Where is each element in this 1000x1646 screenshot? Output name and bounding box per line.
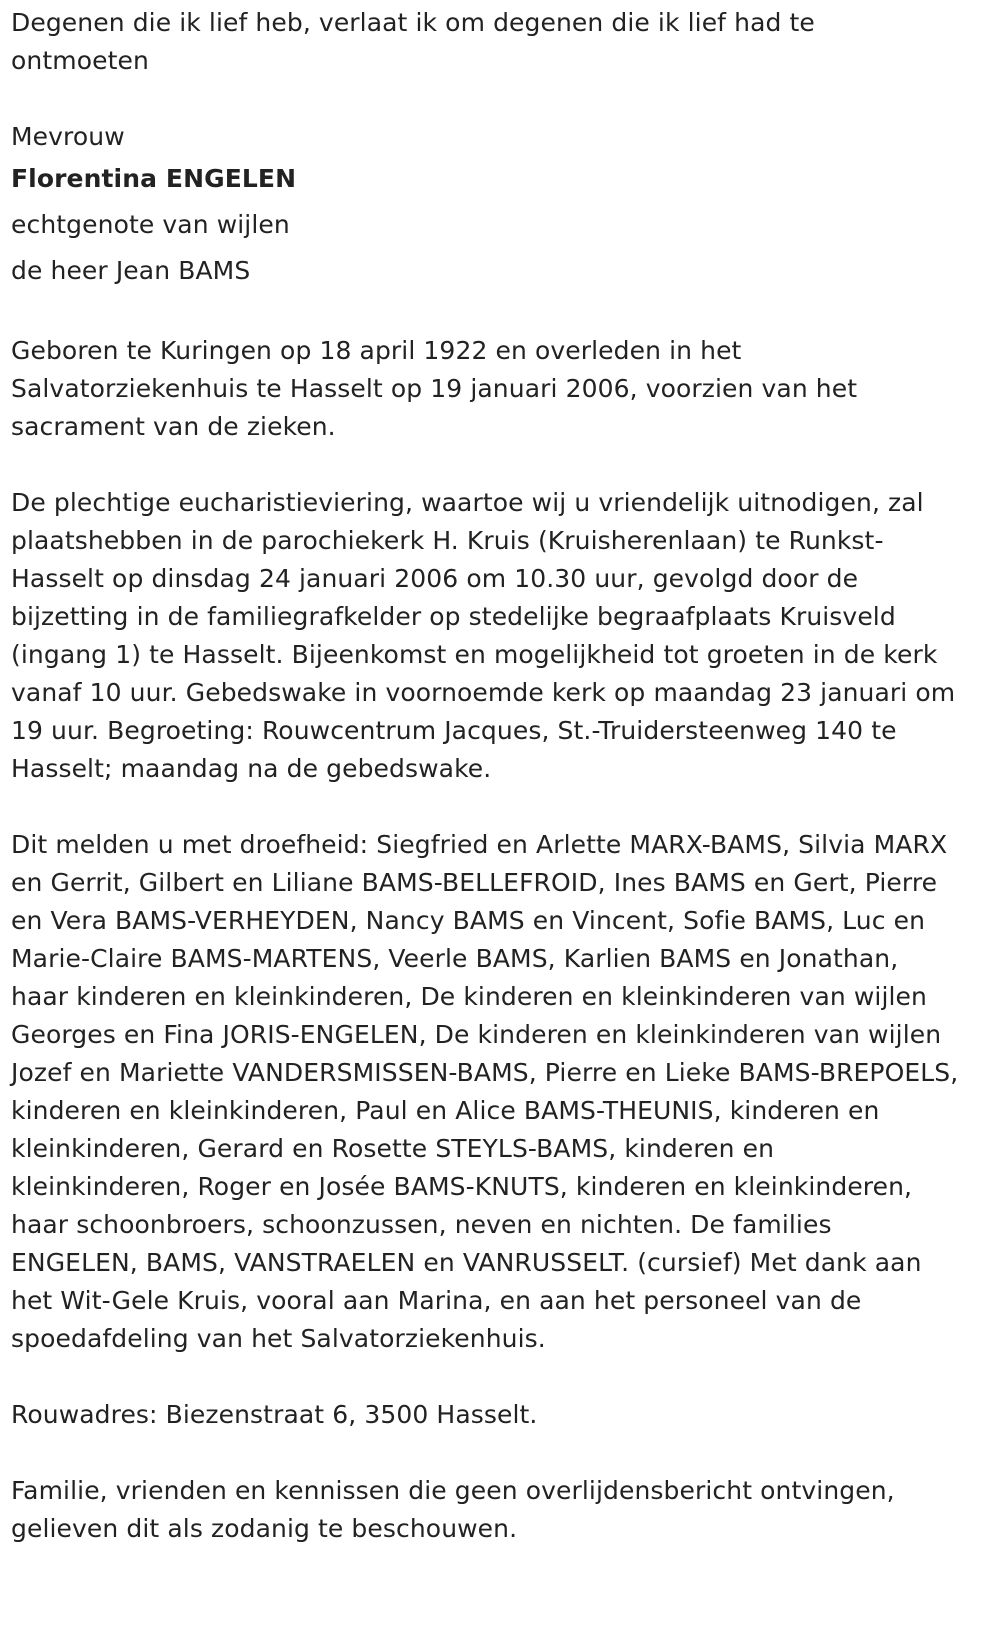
spouse-line: de heer Jean BAMS (11, 256, 251, 285)
relation-line: echtgenote van wijlen (11, 210, 290, 239)
title-line: Mevrouw (11, 122, 125, 151)
address-line: Rouwadres: Biezenstraat 6, 3500 Hasselt. (11, 1400, 538, 1429)
ceremony-paragraph: De plechtige eucharistieviering, waartoe wij u vriendelijk uitnodigen, zal plaatshebben in de parochiekerk H. Kruis (Kruisherenlaan) te Runkst-Hasselt op dinsdag 24 januari 2006 om 10.30 uur, gevolgd door de bijzetting in de familiegrafkelder op stedelijke begraafplaats Kruisveld (ingang 1) te Hasselt. Bijeenkomst en mogelijkheid tot groeten in de kerk vanaf 10 uur. Gebedswake in voornoemde kerk op maandag 23 januari om 19 uur. Begroeting: Rouwcentrum Jacques, St.-Truidersteenweg 140 te Hasselt; maandag na de gebedswake. (11, 488, 956, 783)
closing-paragraph: Familie, vrienden en kennissen die geen overlijdensbericht ontvingen, gelieven dit als zodanig te beschouwen. (11, 1476, 895, 1543)
announcement-paragraph: Dit melden u met droefheid: Siegfried en Arlette MARX-BAMS, Silvia MARX en Gerrit, Gilbert en Liliane BAMS-BELLEFROID, Ines BAMS en Gert, Pierre en Vera BAMS-VERHEYDEN, Nancy BAMS en Vincent, Sofie BAMS, Luc en Marie-Claire BAMS-MARTENS, Veerle BAMS, Karlien BAMS en Jonathan, haar kinderen en kleinkinderen, De kinderen en kleinkinderen van wijlen Georges en Fina JORIS-ENGELEN, De kinderen en kleinkinderen van wijlen Jozef en Mariette VANDERSMISSEN-BAMS, Pierre en Lieke BAMS-BREPOELS, kinderen en kleinkinderen, Paul en Alice BAMS-THEUNIS, kinderen en kleinkinderen, Gerard en Rosette STEYLS-BAMS, kinderen en kleinkinderen, Roger en Josée BAMS-KNUTS, kinderen en kleinkinderen, haar schoonbroers, schoonzussen, neven en nichten. De families ENGELEN, BAMS, VANSTRAELEN en VANRUSSELT. (cursief) Met dank aan het Wit-Gele Kruis, vooral aan Marina, en aan het personeel van de spoedafdeling van het Salvatorziekenhuis. (11, 830, 959, 1353)
motto-text: Degenen die ik lief heb, verlaat ik om degenen die ik lief had te ontmoeten (11, 8, 815, 75)
birth-death-paragraph: Geboren te Kuringen op 18 april 1922 en overleden in het Salvatorziekenhuis te Hasselt op 19 januari 2006, voorzien van het sacrament van de zieken. (11, 336, 858, 441)
deceased-header (11, 118, 960, 294)
deceased-name: Florentina ENGELEN (11, 164, 297, 193)
